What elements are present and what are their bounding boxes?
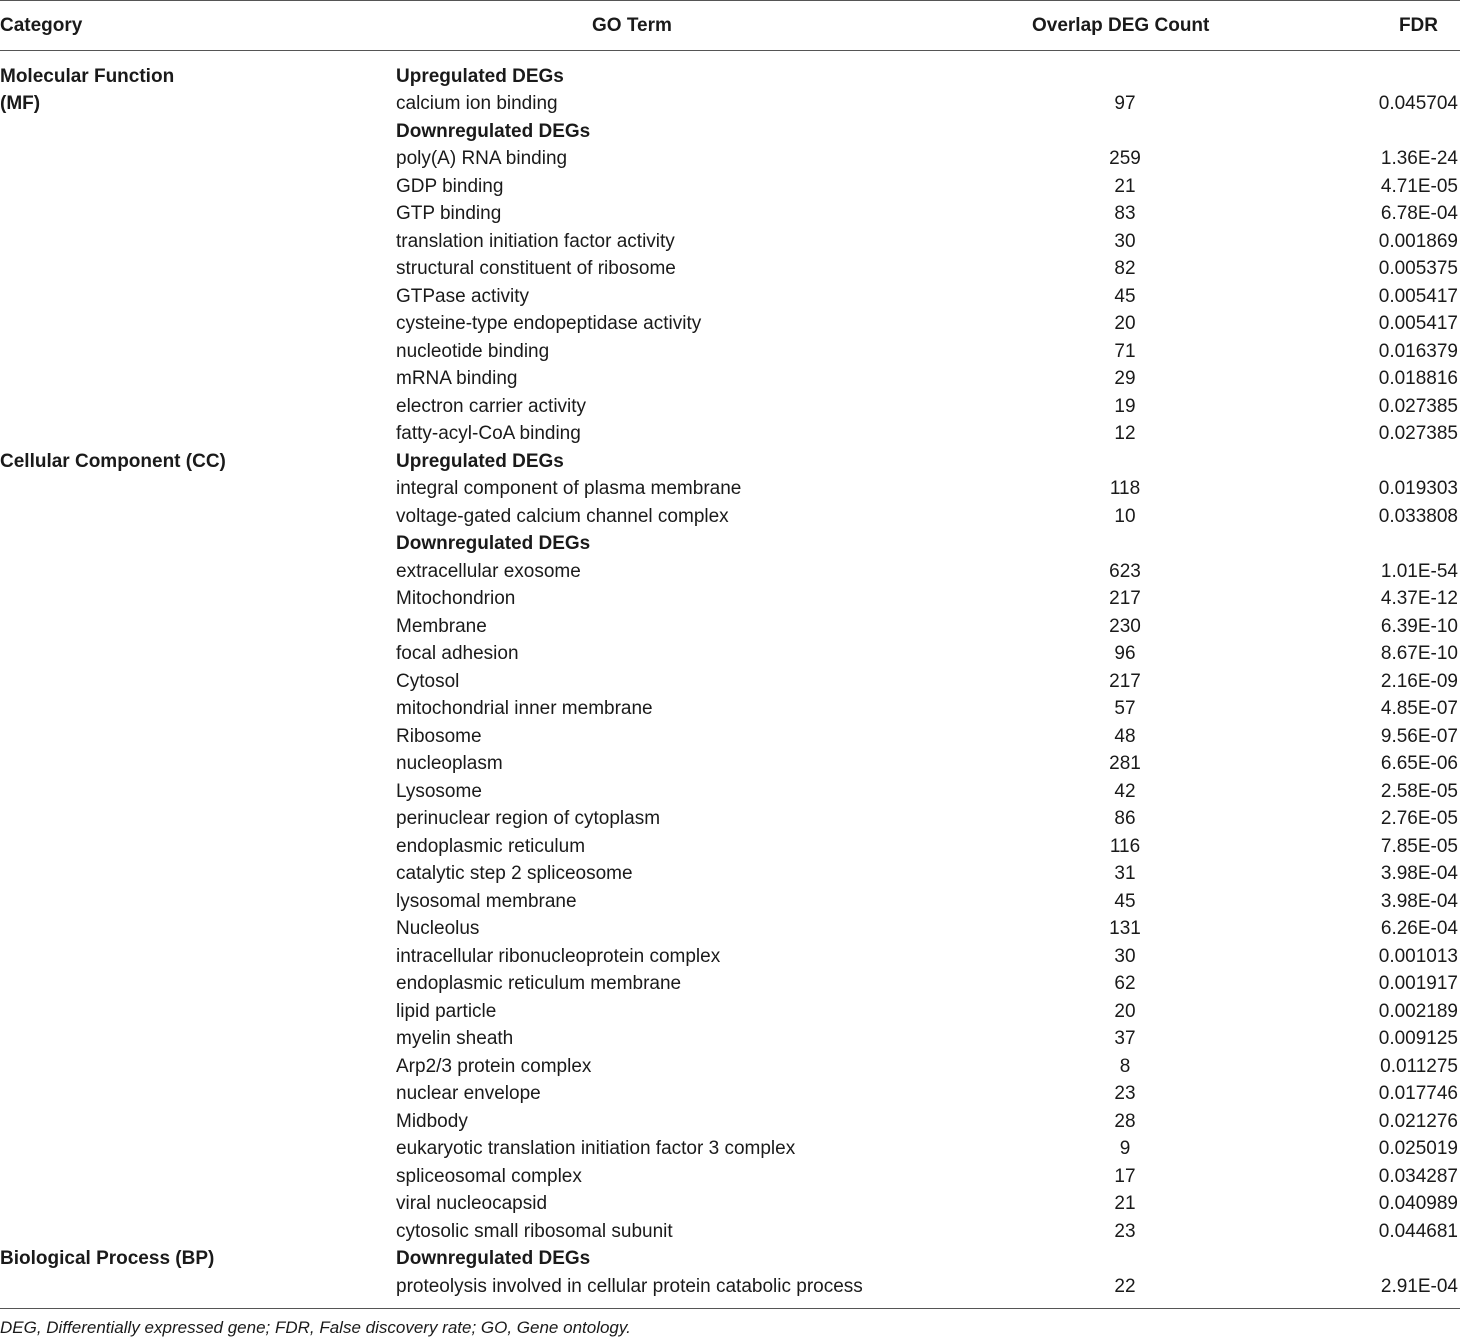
table-row [0,723,1460,751]
fdr-cell: 1.01E-54 [1380,560,1458,582]
go-term-cell: catalytic step 2 spliceosome [396,863,633,884]
go-term-cell: spliceosomal complex [396,1165,582,1187]
table-row [0,255,1460,283]
table-row [0,778,1460,806]
go-term-cell: myelin sheath [396,1028,514,1049]
table-row [0,145,1460,173]
table-row [0,503,1460,531]
table-row [0,640,1460,668]
table-row [0,585,1460,613]
overlap-count-cell: 19 [1114,395,1136,417]
table-header-row [0,0,1460,52]
overlap-count-cell: 10 [1114,505,1136,527]
overlap-count-cell: 21 [1114,1193,1136,1214]
go-term-cell: nucleotide binding [396,340,550,362]
overlap-count-cell: 230 [1109,615,1141,637]
overlap-count-cell: 23 [1114,1083,1136,1104]
overlap-count-cell: 21 [1114,175,1136,197]
overlap-count-cell: 45 [1114,890,1136,912]
fdr-cell: 0.001917 [1378,973,1458,994]
fdr-cell: 4.85E-07 [1380,698,1458,719]
go-term-cell: Nucleolus [396,918,480,939]
table-row [0,668,1460,696]
table-row [0,888,1460,916]
deg-group-heading: Upregulated DEGs [396,450,564,472]
fdr-cell: 0.002189 [1378,1000,1458,1022]
go-term-cell: GDP binding [396,175,504,197]
fdr-cell: 0.045704 [1378,93,1458,114]
table-row [0,970,1460,998]
go-term-cell: endoplasmic reticulum [396,835,586,857]
overlap-count-cell: 86 [1114,808,1136,829]
go-term-cell: integral component of plasma membrane [396,478,742,499]
table-row [0,365,1460,393]
table-row [0,448,1460,476]
table-row [0,695,1460,723]
overlap-count-cell: 48 [1114,725,1136,747]
fdr-cell: 4.71E-05 [1380,175,1458,197]
overlap-count-cell: 281 [1109,753,1141,774]
go-term-cell: calcium ion binding [396,93,558,114]
fdr-cell: 4.37E-12 [1380,588,1458,609]
fdr-cell: 0.040989 [1378,1193,1458,1214]
go-term-cell: cytosolic small ribosomal subunit [396,1220,673,1242]
table-row [0,805,1460,833]
table-row [0,1025,1460,1053]
table-row [0,915,1460,943]
fdr-cell: 0.011275 [1380,1055,1458,1077]
table-row [0,1273,1460,1301]
table-row [0,228,1460,256]
deg-group-heading: Downregulated DEGs [396,120,591,142]
table-row [0,833,1460,861]
fdr-cell: 0.017746 [1378,1083,1458,1104]
go-term-cell: intracellular ribonucleoprotein complex [396,945,721,967]
table-row [0,1135,1460,1163]
go-term-cell: perinuclear region of cytoplasm [396,808,661,829]
fdr-cell: 0.025019 [1378,1138,1458,1159]
overlap-count-cell: 20 [1114,313,1136,334]
fdr-cell: 0.005417 [1378,313,1458,334]
fdr-cell: 2.58E-05 [1380,780,1458,802]
table-row [0,860,1460,888]
table-row [0,90,1460,118]
overlap-count-cell: 17 [1114,1165,1136,1187]
go-term-cell: extracellular exosome [396,560,581,582]
overlap-count-cell: 116 [1109,835,1141,857]
header-category: Category [0,15,83,36]
table-row [0,1108,1460,1136]
overlap-count-cell: 96 [1114,643,1136,664]
deg-group-heading: Downregulated DEGs [396,1248,591,1269]
table-footnote: DEG, Differentially expressed gene; FDR, False discovery rate; GO, Gene ontology. [0,1318,631,1337]
overlap-count-cell: 29 [1114,368,1136,389]
category-label: Cellular Component (CC) [0,450,226,472]
go-term-cell: GTPase activity [396,285,530,307]
overlap-count-cell: 71 [1114,340,1136,362]
go-term-cell: Lysosome [396,780,482,802]
category-label: (MF) [0,93,41,114]
overlap-count-cell: 217 [1109,588,1141,609]
go-term-cell: electron carrier activity [396,395,587,417]
fdr-cell: 0.034287 [1378,1165,1458,1187]
fdr-cell: 0.009125 [1378,1028,1458,1049]
overlap-count-cell: 217 [1109,670,1141,692]
fdr-cell: 0.021276 [1378,1110,1458,1132]
table-row [0,1080,1460,1108]
fdr-cell: 0.005375 [1378,258,1458,279]
fdr-cell: 3.98E-04 [1380,863,1458,884]
deg-group-heading: Downregulated DEGs [396,533,591,554]
go-term-cell: fatty-acyl-CoA binding [396,423,581,444]
go-term-cell: structural constituent of ribosome [396,258,676,279]
go-term-cell: GTP binding [396,203,502,224]
table-row [0,1190,1460,1218]
table-row [0,1053,1460,1081]
table-row [0,420,1460,448]
header-overlap-count: Overlap DEG Count [1032,15,1210,36]
overlap-count-cell: 623 [1109,560,1141,582]
category-label: Molecular Function [0,65,175,87]
header-fdr: FDR [1398,15,1438,36]
fdr-cell: 0.016379 [1378,340,1458,362]
fdr-cell: 0.001869 [1378,230,1458,252]
fdr-cell: 6.65E-06 [1380,753,1458,774]
go-term-cell: cysteine-type endopeptidase activity [396,313,702,334]
go-term-cell: Mitochondrion [396,588,516,609]
overlap-count-cell: 23 [1114,1220,1136,1242]
go-term-cell: nuclear envelope [396,1083,541,1104]
table-row [0,998,1460,1026]
fdr-cell: 0.027385 [1378,395,1458,417]
overlap-count-cell: 57 [1114,698,1136,719]
table-row [0,1163,1460,1191]
fdr-cell: 6.39E-10 [1380,615,1458,637]
table-row [0,613,1460,641]
overlap-count-cell: 37 [1114,1028,1136,1049]
overlap-count-cell: 42 [1114,780,1136,802]
go-term-cell: endoplasmic reticulum membrane [396,973,682,994]
table-row [0,310,1460,338]
fdr-cell: 2.91E-04 [1380,1275,1458,1297]
overlap-count-cell: 20 [1114,1000,1136,1022]
go-term-cell: proteolysis involved in cellular protein catabolic process [396,1275,863,1297]
overlap-count-cell: 83 [1114,203,1136,224]
table-row [0,283,1460,311]
go-term-cell: Membrane [396,615,487,637]
table-row [0,750,1460,778]
go-term-cell: translation initiation factor activity [396,230,675,252]
fdr-cell: 0.033808 [1378,505,1458,527]
overlap-count-cell: 9 [1119,1138,1131,1159]
table-row [0,558,1460,586]
overlap-count-cell: 259 [1109,148,1141,169]
fdr-cell: 0.018816 [1378,368,1458,389]
table-row [0,200,1460,228]
overlap-count-cell: 30 [1114,945,1136,967]
go-term-cell: Midbody [396,1110,468,1132]
table-row [0,530,1460,558]
fdr-cell: 0.027385 [1378,423,1458,444]
table-row [0,338,1460,366]
fdr-cell: 6.26E-04 [1380,918,1458,939]
overlap-count-cell: 118 [1109,478,1141,499]
overlap-count-cell: 97 [1114,93,1136,114]
go-term-cell: Ribosome [396,725,482,747]
overlap-count-cell: 22 [1114,1275,1136,1297]
go-term-cell: mRNA binding [396,368,518,389]
category-label: Biological Process (BP) [0,1248,215,1269]
go-term-cell: Arp2/3 protein complex [396,1055,592,1077]
fdr-cell: 0.005417 [1378,285,1458,307]
table-row [0,393,1460,421]
overlap-count-cell: 31 [1114,863,1136,884]
fdr-cell: 1.36E-24 [1380,148,1458,169]
go-term-cell: mitochondrial inner membrane [396,698,653,719]
go-term-cell: voltage-gated calcium channel complex [396,505,729,527]
go-term-cell: poly(A) RNA binding [396,148,568,169]
table-row [0,63,1460,91]
deg-group-heading: Upregulated DEGs [396,65,564,87]
fdr-cell: 2.76E-05 [1380,808,1458,829]
table-row [0,1245,1460,1273]
go-term-cell: viral nucleocapsid [396,1193,548,1214]
go-term-cell: eukaryotic translation initiation factor 3 complex [396,1138,796,1159]
table-row [0,118,1460,146]
fdr-cell: 0.001013 [1378,945,1458,967]
fdr-cell: 3.98E-04 [1380,890,1458,912]
table-bottom-rule [0,1308,1460,1309]
fdr-cell: 8.67E-10 [1380,643,1458,664]
overlap-count-cell: 82 [1114,258,1136,279]
overlap-count-cell: 62 [1114,973,1136,994]
overlap-count-cell: 12 [1114,423,1136,444]
header-rule [0,50,1460,51]
fdr-cell: 0.019303 [1378,478,1458,499]
fdr-cell: 0.044681 [1378,1220,1458,1242]
go-term-cell: Cytosol [396,670,460,692]
overlap-count-cell: 30 [1114,230,1136,252]
table-row [0,173,1460,201]
overlap-count-cell: 131 [1109,918,1141,939]
header-go-term: GO Term [592,15,672,36]
fdr-cell: 6.78E-04 [1380,203,1458,224]
fdr-cell: 9.56E-07 [1380,725,1458,747]
table-row [0,475,1460,503]
fdr-cell: 2.16E-09 [1380,670,1458,692]
fdr-cell: 7.85E-05 [1380,835,1458,857]
table-row [0,943,1460,971]
go-term-cell: lysosomal membrane [396,890,577,912]
go-term-cell: nucleoplasm [396,753,503,774]
go-term-cell: focal adhesion [396,643,519,664]
overlap-count-cell: 8 [1119,1055,1131,1077]
overlap-count-cell: 28 [1114,1110,1136,1132]
overlap-count-cell: 45 [1114,285,1136,307]
go-term-cell: lipid particle [396,1000,497,1022]
table-row [0,1218,1460,1246]
